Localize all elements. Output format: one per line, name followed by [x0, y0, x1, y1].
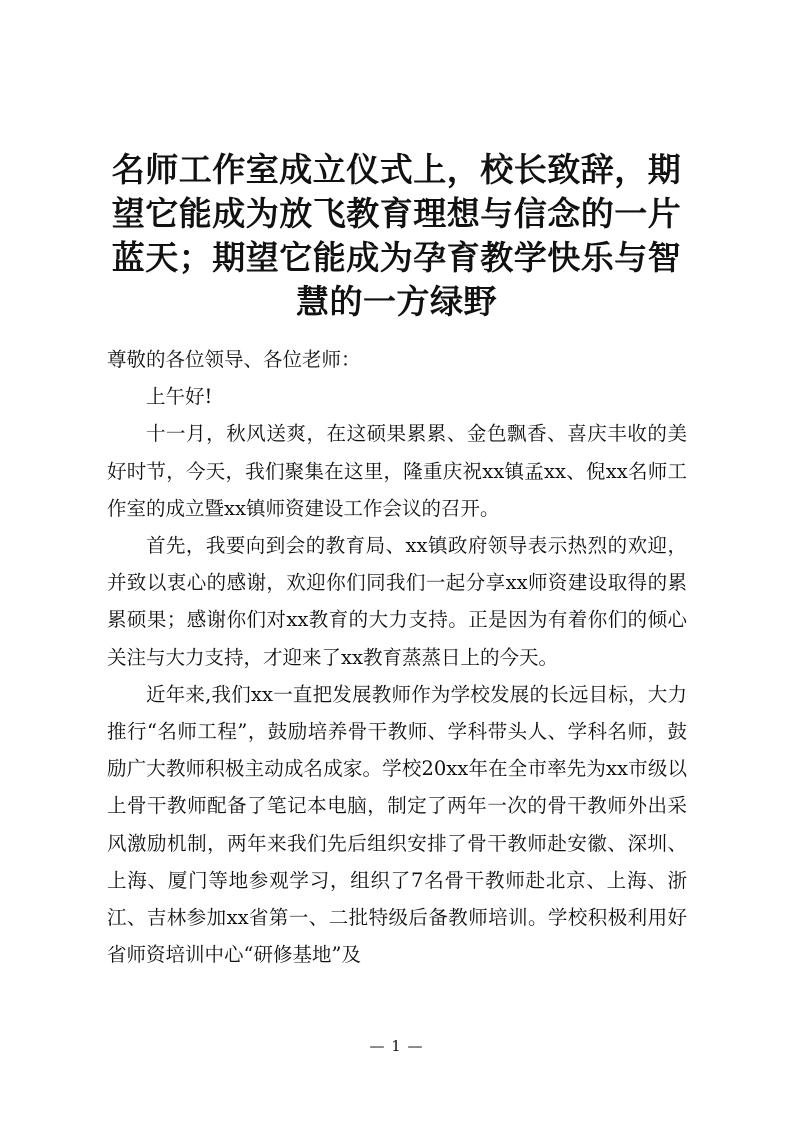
- paragraph: 首先，我要向到会的教育局、xx镇政府领导表示热烈的欢迎，并致以衷心的感谢，欢迎你们同我们一起分享xx师资建设取得的累累硕果；感谢你们对xx教育的大力支持。正是因为有着你们的倾心关注与大力支持，才迎来了xx教育蒸蒸日上的今天。: [107, 534, 687, 669]
- salutation: 尊敬的各位领导、各位老师：: [107, 348, 361, 371]
- paragraph: 近年来,我们xx一直把发展教师作为学校发展的长远目标，大力推行“名师工程”，鼓励培养骨干教师、学科带头人、学科名师，鼓励广大教师积极主动成名成家。学校20xx年在全市率先为xx市级以上骨干教师配备了笔记本电脑，制定了两年一次的骨干教师外出采风激励机制，两年来我们先后组织安排了骨干教师赴安徽、深圳、上海、厦门等地参观学习，组织了7名骨干教师赴北京、上海、浙江、吉林参加xx省第一、二批特级后备教师培训。学校积极利用好省师资培训中心“研修基地”及: [107, 682, 687, 967]
- greeting: 上午好!: [146, 385, 213, 409]
- page-number: — 1 —: [369, 1037, 424, 1055]
- paragraph: 十一月，秋风送爽，在这硕果累累、金色飘香、喜庆丰收的美好时节，今天，我们聚集在这里，隆重庆祝xx镇孟xx、倪xx名师工作室的成立暨xx镇师资建设工作会议的召开。: [107, 422, 687, 520]
- document-body: [107, 341, 687, 973]
- document-title: 名师工作室成立仪式上，校长致辞，期望它能成为放飞教育理想与信念的一片蓝天；期望它能成为孕育教学快乐与智慧的一方绿野: [111, 150, 682, 321]
